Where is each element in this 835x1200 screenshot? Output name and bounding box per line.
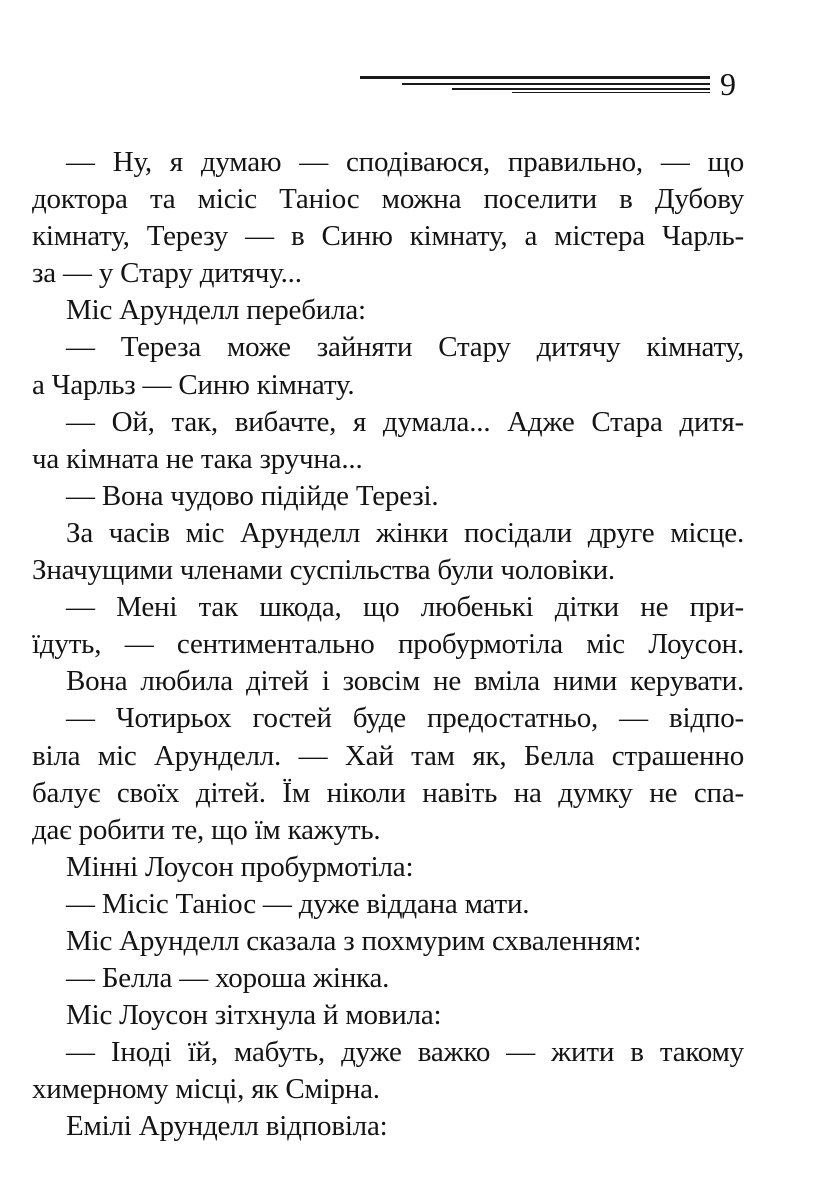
- text-line: Міс Лоусон зітхнула й мовила:: [66, 999, 442, 1032]
- text-line: химерному місці, як Смірна.: [32, 1073, 380, 1106]
- text-line: — Чотирьох гостей буде предостатньо, — відпо-: [66, 702, 744, 735]
- text-line: ча кімната не така зручна...: [32, 442, 363, 475]
- text-line: Мінні Лоусон пробурмотіла:: [66, 850, 414, 883]
- header-decorative-rules: [352, 76, 710, 96]
- text-line: Значущими членами суспільства були чоловіки.: [32, 554, 615, 587]
- text-line: — Тереза може зайняти Стару дитячу кімнату,: [66, 331, 744, 364]
- text-line: кімнату, Терезу — в Синю кімнату, а містера Чарль-: [32, 220, 744, 253]
- body-text: [32, 144, 744, 1146]
- text-line: — Белла — хороша жінка.: [66, 962, 390, 995]
- header-rule: [452, 88, 710, 90]
- header-rule: [402, 83, 710, 85]
- text-line: Міс Арунделл перебила:: [66, 294, 366, 327]
- text-line: дає робити те, що їм кажуть.: [32, 813, 381, 846]
- text-line: Емілі Арунделл відповіла:: [66, 1110, 388, 1143]
- text-line: За часів міс Арунделл жінки посідали друге місце.: [66, 516, 744, 549]
- page-number: 9: [720, 66, 736, 102]
- text-line: — Ой, так, вибачте, я думала... Адже Стара дитя-: [66, 405, 744, 438]
- text-line: — Місіс Таніос — дуже віддана мати.: [66, 887, 530, 920]
- text-line: — Мені так шкода, що любенькі дітки не при-: [66, 591, 744, 624]
- text-line: їдуть, — сентиментально пробурмотіла міс Лоусон.: [32, 628, 744, 661]
- text-line: доктора та місіс Таніос можна поселити в Дубову: [32, 183, 744, 216]
- text-line: за — у Стару дитячу...: [32, 257, 302, 290]
- text-line: віла міс Арунделл. — Хай там як, Белла страшенно: [32, 739, 744, 772]
- text-line: балує своїх дітей. Їм ніколи навіть на думку не спа-: [32, 776, 744, 809]
- text-line: — Ну, я думаю — сподіваюся, правильно, — що: [66, 146, 744, 178]
- text-line: а Чарльз — Синю кімнату.: [32, 368, 355, 401]
- header-rule: [360, 76, 710, 79]
- text-line: — Іноді їй, мабуть, дуже важко — жити в такому: [66, 1036, 744, 1069]
- text-line: Вона любила дітей і зовсім не вміла ними керувати.: [66, 665, 744, 698]
- text-line: Міс Арунделл сказала з похмурим схваленням:: [66, 924, 642, 957]
- header-rule: [512, 92, 710, 93]
- text-line: — Вона чудово підійде Терезі.: [66, 479, 439, 512]
